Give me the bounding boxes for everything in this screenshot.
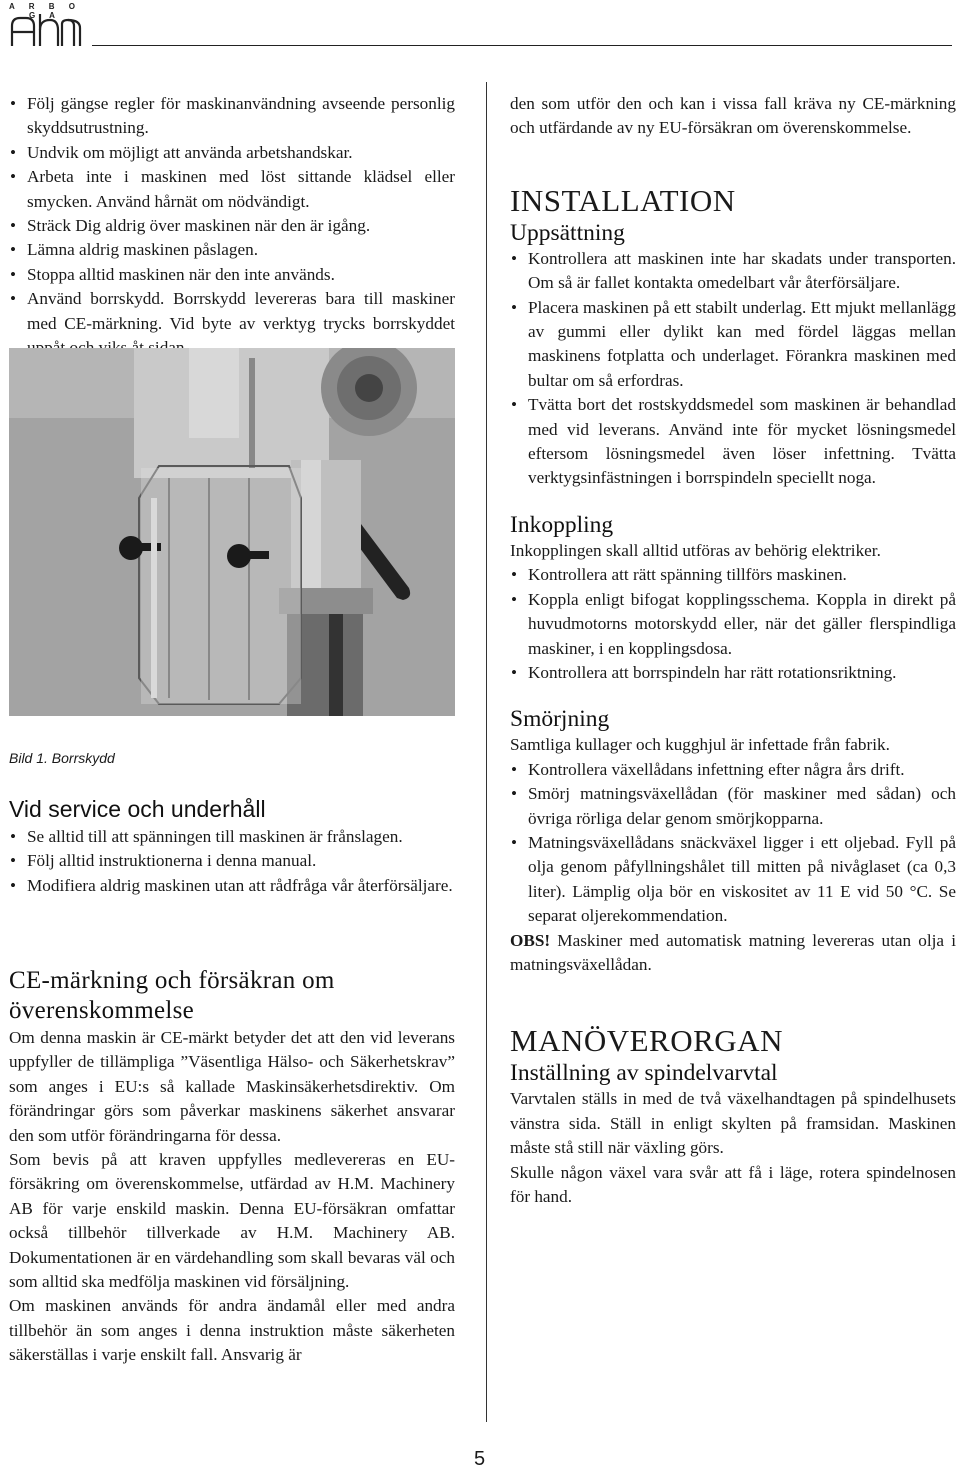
subsection-title: Inkoppling [510,511,614,538]
list-item: • Lämna aldrig maskinen påslagen. [9,238,455,262]
service-list [9,825,455,898]
list-item: • Följ gängse regler för maskinanvändning avseende personlig skyddsutrustning. [9,92,455,141]
figure-caption: Bild 1. Borrskydd [9,750,115,766]
connection-list [510,563,956,685]
drill-guard-illustration [9,348,455,716]
list-item: • Koppla enligt bifogat kopplingsschema. Koppla in direkt på huvudmotorns motorskydd eller, när det gäller flerspindliga maskiner, i en kopplingsdosa. [510,588,956,661]
subsection-title: Inställning av spindelvarvtal [510,1060,778,1087]
safety-section [9,92,455,360]
obs-note [510,929,956,978]
section-title: INSTALLATION [510,182,736,218]
obs-label: OBS! [510,930,551,950]
subsection-title: Uppsättning [510,219,625,246]
list-item: • Tvätta bort det rostskyddsmedel som maskinen är behandlad med vid leverans. Använd inte för mycket lösningsmedel eftersom lösningsmedel även löser infettning. Tvätta verktygsinfästningen i borrspindeln speciellt noga. [510,393,956,491]
paragraph: Varvtalen ställs in med de två växelhandtagen på spindelhusets vänstra sida. Ställ in enligt skylten på framsidan. Maskinen måste stå still när växling görs. [510,1089,956,1158]
right-column [510,92,956,1209]
section-title: MANÖVERORGAN [510,1023,783,1059]
setup-list [510,247,956,491]
paragraph: Om maskinen används för andra ändamål eller med andra tillbehör än som anges i denna instruktion måste säkerheten säkerställas i varje enskilt fall. Ansvarig är [9,1296,455,1365]
list-item: • Stoppa alltid maskinen när den inte används. [9,263,455,287]
list-item: • Matningsväxellådans snäckväxel ligger i ett oljebad. Fyll på olja genom påfyllningshålet till mitten på nivåglaset (ca 0,3 liter). Lämplig olja bör en viskositet av 11 E vid 50 °C. Se separat oljerekommendation. [510,831,956,929]
lubrication-list [510,758,956,929]
paragraph: Samtliga kullager och kugghjul är infettade från fabrik. [510,735,890,755]
arboga-logo [6,2,84,50]
list-item: • Kontrollera att rätt spänning tillförs maskinen. [510,563,956,587]
ce-section [9,966,455,1368]
list-item: • Kontrollera växellådans infettning efter några års drift. [510,758,956,782]
list-item: • Kontrollera att borrspindeln har rätt rotationsriktning. [510,661,956,685]
section-title: Vid service och underhåll [9,796,266,822]
list-item: • Följ alltid instruktionerna i denna manual. [9,849,455,873]
list-item: • Kontrollera att maskinen inte har skadats under transporten. Om så är fallet kontakta omedelbart vår återförsäljare. [510,247,956,296]
paragraph: Inkopplingen skall alltid utföras av behörig elektriker. [510,540,881,560]
list-item: • Använd borrskydd. Borrskydd levereras bara till maskiner med CE-märkning. Vid byte av verktyg trycks borrskyddet [9,287,455,360]
paragraph: Som bevis på att kraven uppfylles medlevereras en EU-försäkring om överenskommelse, utfärdad av H.M. Machinery AB för varje enskild maskin. Denna EU-försäkran omfattar också tillbehör tillverkade av H.M. Machinery AB. Dokumentationen är en värdehandling som skall bevaras väl och som alltid ska medfölja maskinen vid försäljning. [9,1150,455,1292]
list-item: • Undvik om möjligt att använda arbetshandskar. [9,141,455,165]
list-item: • Modifiera aldrig maskinen utan att rådfråga vår återförsäljare. [9,874,455,898]
header-rule [92,45,952,46]
paragraph: den som utför den och kan i vissa fall kräva ny CE-märkning och utfärdande av ny EU-försäkran om överenskommelse. [510,94,956,138]
safety-list [9,92,455,360]
column-divider [486,82,487,1422]
paragraph: Om denna maskin är CE-märkt betyder det att den vid leverans uppfyller de tillämpliga ”Väsentliga Hälso- och Säkerhetskrav” som anges i EU:s så kallade Maskinsäkerhetsdirektiv. Om förändringar görs som påverkar maskinens säkerhet ansvarar den som utför förändringarna för dessa. [9,1028,455,1145]
ahm-logo-icon [6,2,84,50]
page-number: 5 [474,1448,486,1470]
list-item: • Se alltid till att spänningen till maskinen är frånslagen. [9,825,455,849]
logo-text: A R B O G A [9,2,81,20]
list-item: • Placera maskinen på ett stabilt underlag. Ett mjukt mellanlägg av gummi eller dylikt kan med fördel läggas mellan maskinens fotplatta och underlaget. Förankra maskinen med bultar om så erfordras. [510,296,956,394]
section-title: CE-märkning och försäkran om överenskommelse [9,967,335,1024]
paragraph: Skulle någon växel vara svår att få i läge, rotera spindelnosen för hand. [510,1162,956,1206]
subsection-title: Smörjning [510,706,610,733]
drill-guard-photo [9,348,455,716]
service-section [9,795,455,898]
list-item: • Sträck Dig aldrig över maskinen när den är igång. [9,214,455,238]
list-item: • Arbeta inte i maskinen med löst sittande klädsel eller smycken. Använd hårnät om nödvändigt. [9,165,455,214]
obs-text: Maskiner med automatisk matning levereras utan olja i matningsväxellådan. [510,930,956,974]
list-item: • Smörj matningsväxellådan (för maskiner med sådan) och övriga rörliga delar genom smörjkopparna. [510,782,956,831]
